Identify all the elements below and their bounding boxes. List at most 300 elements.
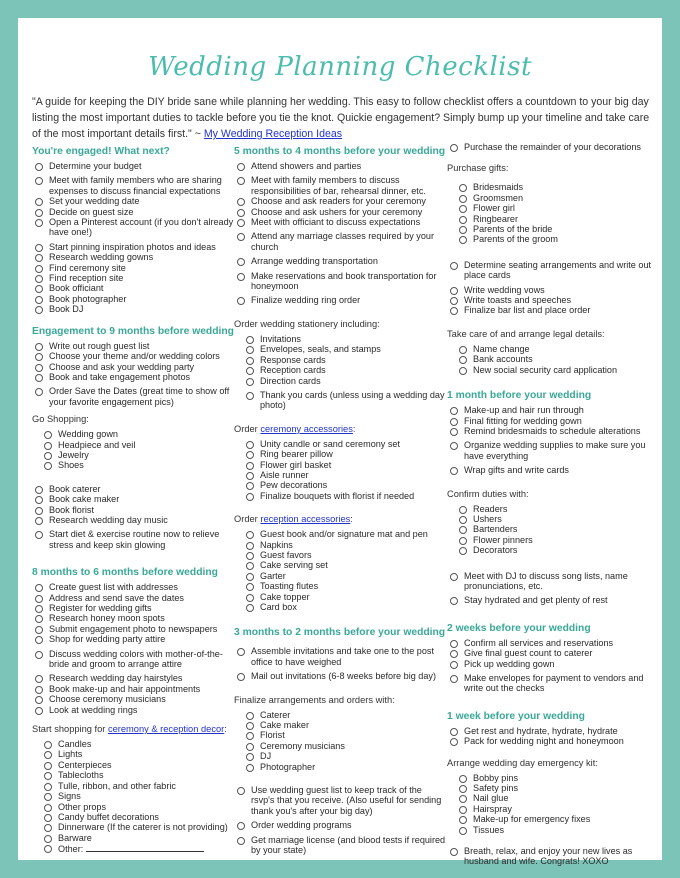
checklist-item-label: Start diet & exercise routine now to relieve stress and keep skin glowing: [49, 529, 220, 550]
checklist-item[interactable]: [32, 593, 237, 603]
checklist-item-label: Aisle runner: [260, 469, 309, 480]
checklist-item[interactable]: [32, 694, 237, 704]
checkbox-circle-icon[interactable]: [237, 233, 245, 241]
checklist-item[interactable]: [447, 365, 659, 375]
checkbox-circle-icon[interactable]: [450, 428, 458, 436]
decor-link[interactable]: ceremony & reception decor: [107, 724, 225, 735]
checkbox-circle-icon[interactable]: [450, 262, 458, 270]
checklist-item[interactable]: [447, 203, 659, 213]
checkbox-circle-icon[interactable]: [237, 297, 245, 305]
checklist-item[interactable]: [447, 224, 659, 234]
checklist-item[interactable]: [32, 217, 237, 238]
checklist-item[interactable]: [447, 295, 659, 305]
checkbox-circle-icon[interactable]: [246, 712, 254, 720]
checklist-item-label: Get marriage license (and blood tests if required by your state): [251, 834, 446, 856]
checklist-item[interactable]: [447, 804, 659, 814]
checkbox-circle-icon[interactable]: [44, 835, 52, 843]
checkbox-circle-icon[interactable]: [246, 493, 254, 501]
checklist-item[interactable]: [32, 649, 237, 670]
checkbox-circle-icon[interactable]: [450, 848, 458, 856]
checkbox-circle-icon[interactable]: [450, 573, 458, 581]
checklist-item[interactable]: [234, 560, 446, 570]
checkbox-circle-icon[interactable]: [35, 686, 43, 694]
checklist-item[interactable]: [32, 624, 237, 634]
checklist-item-label: Signs: [58, 791, 81, 802]
checklist-item[interactable]: [32, 196, 237, 206]
checklist-item[interactable]: [447, 793, 659, 803]
checklist-item[interactable]: [32, 362, 237, 372]
checklist-item[interactable]: [234, 449, 446, 459]
checkbox-circle-icon[interactable]: [35, 254, 43, 262]
checklist-item[interactable]: [447, 773, 659, 783]
checklist-item-label: Choose your theme and/or wedding colors: [49, 351, 220, 362]
checkbox-circle-icon[interactable]: [35, 696, 43, 704]
checklist-item[interactable]: [447, 465, 659, 475]
checklist-item[interactable]: [32, 351, 237, 361]
checkbox-circle-icon[interactable]: [35, 198, 43, 206]
checklist-item[interactable]: [234, 161, 446, 171]
checkbox-circle-icon[interactable]: [246, 336, 254, 344]
checkbox-circle-icon[interactable]: [44, 824, 52, 832]
checkbox-circle-icon[interactable]: [237, 177, 245, 185]
checklist-item[interactable]: [447, 648, 659, 658]
checkbox-circle-icon[interactable]: [35, 374, 43, 382]
checklist-item-label: Bridesmaids: [473, 182, 524, 193]
checklist-item[interactable]: [234, 720, 446, 730]
checklist-item[interactable]: [447, 659, 659, 669]
checkbox-circle-icon[interactable]: [450, 675, 458, 683]
checklist-item-label: Choose ceremony musicians: [49, 694, 166, 705]
checkbox-circle-icon[interactable]: [459, 827, 467, 835]
checklist-item[interactable]: [234, 470, 446, 480]
checklist-item[interactable]: [234, 529, 446, 539]
checklist-item[interactable]: [32, 207, 237, 217]
checkbox-circle-icon[interactable]: [450, 442, 458, 450]
reception-link[interactable]: reception accessories: [260, 514, 351, 525]
checklist-item[interactable]: [234, 710, 446, 720]
checklist-item[interactable]: [447, 344, 659, 354]
checkbox-circle-icon[interactable]: [246, 451, 254, 459]
checklist-item-label: Write wedding vows: [464, 284, 545, 295]
checklist-item[interactable]: [447, 514, 659, 524]
checkbox-circle-icon[interactable]: [459, 806, 467, 814]
checklist-item[interactable]: [447, 571, 659, 592]
checkbox-circle-icon[interactable]: [35, 517, 43, 525]
checklist-item[interactable]: [447, 416, 659, 426]
checklist-item[interactable]: [32, 673, 237, 683]
checkbox-circle-icon[interactable]: [246, 604, 254, 612]
checkbox-circle-icon[interactable]: [44, 751, 52, 759]
intro-link[interactable]: My Wedding Reception Ideas: [203, 128, 343, 140]
checkbox-circle-icon[interactable]: [246, 732, 254, 740]
checklist-item-label: Start pinning inspiration photos and ideas: [49, 241, 216, 252]
checkbox-circle-icon[interactable]: [459, 526, 467, 534]
checkbox-circle-icon[interactable]: [450, 661, 458, 669]
checklist-item[interactable]: [32, 791, 237, 801]
checkbox-circle-icon[interactable]: [459, 184, 467, 192]
checkbox-circle-icon[interactable]: [459, 356, 467, 364]
checkbox-circle-icon[interactable]: [44, 804, 52, 812]
checkbox-circle-icon[interactable]: [35, 626, 43, 634]
checklist-item[interactable]: [234, 581, 446, 591]
write-in-line[interactable]: [86, 843, 204, 852]
checkbox-circle-icon[interactable]: [246, 743, 254, 751]
checkbox-circle-icon[interactable]: [246, 367, 254, 375]
checklist-item-label: Address and send save the dates: [49, 592, 184, 603]
checkbox-circle-icon[interactable]: [44, 793, 52, 801]
checklist-item[interactable]: [447, 354, 659, 364]
checklist-item[interactable]: [234, 271, 446, 292]
checklist-item[interactable]: [32, 582, 237, 592]
checkbox-circle-icon[interactable]: [246, 441, 254, 449]
checklist-item[interactable]: [32, 515, 237, 525]
checklist: [32, 484, 237, 550]
checklist-item-label: Envelopes, seals, and stamps: [260, 344, 381, 355]
checklist-item[interactable]: [234, 835, 446, 856]
checkbox-circle-icon[interactable]: [459, 795, 467, 803]
checklist-item-label: Flower girl basket: [260, 459, 332, 470]
checklist-item[interactable]: [447, 260, 659, 281]
checklist-item[interactable]: [447, 285, 659, 295]
checklist-item[interactable]: [234, 550, 446, 560]
section-title: 1 month before your wedding: [447, 390, 592, 402]
checklist-item[interactable]: [447, 783, 659, 793]
checklist-item[interactable]: [234, 217, 446, 227]
checklist-item[interactable]: [32, 802, 237, 812]
checkbox-circle-icon[interactable]: [246, 552, 254, 560]
checkbox-circle-icon[interactable]: [450, 467, 458, 475]
checkbox-circle-icon[interactable]: [35, 163, 43, 171]
checklist-item[interactable]: [32, 440, 237, 450]
checklist: [447, 504, 659, 556]
checklist-item[interactable]: [32, 684, 237, 694]
checklist-item[interactable]: [447, 182, 659, 192]
checkbox-circle-icon[interactable]: [459, 506, 467, 514]
checkbox-circle-icon[interactable]: [237, 822, 245, 830]
checklist-item[interactable]: Breath, relax, and enjoy your new lives as husband and wife. Congrats! XOXO: [447, 846, 659, 867]
checkbox-circle-icon[interactable]: [35, 275, 43, 283]
checklist-item[interactable]: [234, 439, 446, 449]
checkbox-circle-icon[interactable]: [459, 816, 467, 824]
checklist-item[interactable]: [447, 305, 659, 315]
checkbox-circle-icon[interactable]: [44, 741, 52, 749]
checklist-item[interactable]: [234, 741, 446, 751]
checklist-item-label: Safety pins: [473, 783, 518, 794]
checkbox-circle-icon[interactable]: [237, 273, 245, 281]
checkbox-circle-icon[interactable]: [237, 258, 245, 266]
checklist-item[interactable]: [32, 529, 237, 550]
checklist-item[interactable]: [234, 571, 446, 581]
checklist-item-label: Nail glue: [473, 793, 509, 804]
checklist-item[interactable]: [32, 304, 237, 314]
checklist-item[interactable]: [234, 671, 446, 681]
checklist-item[interactable]: [32, 739, 237, 749]
checklist-item[interactable]: [32, 386, 237, 407]
checkbox-circle-icon[interactable]: [35, 636, 43, 644]
checkbox-circle-icon[interactable]: [35, 486, 43, 494]
checkbox-circle-icon[interactable]: [35, 244, 43, 252]
checkbox-circle-icon[interactable]: [237, 787, 245, 795]
checklist-item[interactable]: [234, 390, 446, 411]
checklist-item[interactable]: [32, 749, 237, 759]
checkbox-circle-icon[interactable]: [450, 738, 458, 746]
checklist-item[interactable]: [447, 595, 659, 605]
checklist-item[interactable]: [447, 638, 659, 648]
checklist-item[interactable]: [32, 341, 237, 351]
checklist-item-label: Ringbearer: [473, 213, 518, 224]
checkbox-circle-icon[interactable]: [246, 346, 254, 354]
checkbox-circle-icon[interactable]: [35, 388, 43, 396]
checkbox-circle-icon[interactable]: [459, 195, 467, 203]
checkbox-circle-icon[interactable]: [237, 648, 245, 656]
checkbox-circle-icon[interactable]: [246, 753, 254, 761]
checkbox-circle-icon[interactable]: [450, 640, 458, 648]
checkbox-circle-icon[interactable]: [44, 783, 52, 791]
checklist-item[interactable]: [234, 376, 446, 386]
checkbox-circle-icon[interactable]: [246, 583, 254, 591]
checkbox-circle-icon[interactable]: [35, 353, 43, 361]
checklist-item[interactable]: [447, 726, 659, 736]
checkbox-circle-icon[interactable]: [459, 205, 467, 213]
checklist-item-label: Give final guest count to caterer: [464, 648, 593, 659]
checklist-item[interactable]: [447, 673, 659, 694]
checklist: [234, 646, 446, 681]
checklist-item-label: Bank accounts: [473, 354, 533, 365]
checkbox-circle-icon[interactable]: [44, 814, 52, 822]
checklist-item[interactable]: [234, 334, 446, 344]
checklist-item-label: Pick up wedding gown: [464, 658, 555, 669]
checklist-item[interactable]: [447, 405, 659, 415]
checklist-item[interactable]: [32, 273, 237, 283]
checklist-item[interactable]: [447, 234, 659, 244]
checklist-item[interactable]: [234, 256, 446, 266]
checklist-item[interactable]: [32, 634, 237, 644]
checkbox-circle-icon[interactable]: [35, 265, 43, 273]
checklist-item-label: Pew decorations: [260, 480, 328, 491]
checklist-item[interactable]: [32, 283, 237, 293]
checkbox-circle-icon[interactable]: [246, 357, 254, 365]
checklist-item[interactable]: [234, 344, 446, 354]
checkbox-circle-icon[interactable]: [44, 452, 52, 460]
checkbox-circle-icon[interactable]: [450, 597, 458, 605]
checklist-item-label: Unity candle or sand ceremony set: [260, 438, 401, 449]
checklist-item[interactable]: [234, 602, 446, 612]
checklist-item[interactable]: [447, 535, 659, 545]
checklist-item[interactable]: [234, 762, 446, 772]
checklist: [234, 710, 446, 772]
checklist-item[interactable]: [447, 426, 659, 436]
checkbox-circle-icon[interactable]: [459, 346, 467, 354]
checklist-item[interactable]: [234, 207, 446, 217]
checklist-item[interactable]: [32, 494, 237, 504]
checkbox-circle-icon[interactable]: [246, 764, 254, 772]
checkbox-circle-icon[interactable]: [246, 482, 254, 490]
checkbox-circle-icon[interactable]: [450, 297, 458, 305]
checklist-item[interactable]: [234, 592, 446, 602]
checklist-item[interactable]: [234, 365, 446, 375]
checkbox-circle-icon[interactable]: [237, 219, 245, 227]
checkbox-circle-icon[interactable]: [35, 343, 43, 351]
checklist-item[interactable]: [32, 450, 237, 460]
checklist: [234, 785, 446, 855]
checkbox-circle-icon[interactable]: [450, 307, 458, 315]
checkbox-circle-icon[interactable]: [450, 650, 458, 658]
checklist-item[interactable]: [447, 440, 659, 461]
checklist-item[interactable]: [32, 505, 237, 515]
checklist-item[interactable]: [234, 491, 446, 501]
checkbox-circle-icon[interactable]: [246, 472, 254, 480]
checklist-item[interactable]: [32, 812, 237, 822]
checklist-item-label: Write toasts and speeches: [464, 295, 571, 306]
checkbox-circle-icon[interactable]: [35, 219, 43, 227]
checkbox-circle-icon[interactable]: [459, 236, 467, 244]
checkbox-circle-icon[interactable]: [459, 537, 467, 545]
checkbox-circle-icon[interactable]: [459, 226, 467, 234]
checklist-item[interactable]: [234, 295, 446, 305]
checklist-item[interactable]: [447, 504, 659, 514]
checkbox-circle-icon[interactable]: [450, 418, 458, 426]
checklist-item[interactable]: [234, 355, 446, 365]
checklist-item[interactable]: [32, 294, 237, 304]
checklist-item[interactable]: [32, 770, 237, 780]
checklist-item[interactable]: [32, 603, 237, 613]
checklist-item[interactable]: [32, 484, 237, 494]
checklist-item-label: Invitations: [260, 333, 301, 344]
checkbox-circle-icon[interactable]: [35, 615, 43, 623]
checkbox-circle-icon[interactable]: [459, 516, 467, 524]
checkbox-circle-icon[interactable]: [35, 496, 43, 504]
checklist-item[interactable]: [234, 751, 446, 761]
checklist-item[interactable]: [32, 822, 237, 832]
checklist-item[interactable]: [234, 540, 446, 550]
checklist-item[interactable]: Purchase the remainder of your decorations: [447, 142, 659, 152]
checkbox-circle-icon[interactable]: [459, 785, 467, 793]
checkbox-circle-icon[interactable]: [450, 728, 458, 736]
checkbox-circle-icon[interactable]: [246, 722, 254, 730]
checkbox-circle-icon[interactable]: [44, 845, 52, 853]
checklist-item[interactable]: [234, 730, 446, 740]
checklist-item-label: Order wedding programs: [251, 820, 352, 831]
checkbox-circle-icon[interactable]: [246, 542, 254, 550]
checklist-item[interactable]: [447, 193, 659, 203]
checkbox-circle-icon[interactable]: [35, 595, 43, 603]
checkbox-circle-icon[interactable]: [459, 367, 467, 375]
section-note: Purchase gifts:: [447, 163, 509, 174]
checkbox-circle-icon[interactable]: [246, 562, 254, 570]
checklist-item[interactable]: [447, 825, 659, 835]
checklist-item[interactable]: [234, 175, 446, 196]
checkbox-circle-icon[interactable]: [35, 707, 43, 715]
checklist-item[interactable]: [234, 460, 446, 470]
checkbox-circle-icon[interactable]: [44, 462, 52, 470]
checklist-item[interactable]: [447, 524, 659, 534]
checklist-item[interactable]: [234, 480, 446, 490]
checklist-item[interactable]: [234, 231, 446, 252]
checklist-item[interactable]: [32, 781, 237, 791]
checkbox-circle-icon[interactable]: [246, 378, 254, 386]
checkbox-circle-icon[interactable]: [237, 673, 245, 681]
checkbox-circle-icon[interactable]: [450, 144, 458, 152]
section-title: 8 months to 6 months before wedding: [32, 567, 218, 579]
checklist-item[interactable]: [32, 833, 237, 843]
checklist-item[interactable]: [234, 646, 446, 667]
checklist-item[interactable]: [234, 196, 446, 206]
checkbox-circle-icon[interactable]: [35, 285, 43, 293]
checkbox-circle-icon[interactable]: [44, 772, 52, 780]
checklist-item-label: Research wedding gowns: [49, 252, 154, 263]
checklist-item[interactable]: [32, 613, 237, 623]
checkbox-circle-icon[interactable]: [35, 209, 43, 217]
checkbox-circle-icon[interactable]: [35, 177, 43, 185]
ceremony-link[interactable]: ceremony accessories: [260, 423, 353, 434]
checklist-item[interactable]: [32, 252, 237, 262]
checklist-item[interactable]: [32, 460, 237, 470]
checklist-item[interactable]: [447, 545, 659, 555]
checklist-item[interactable]: [32, 263, 237, 273]
checkbox-circle-icon[interactable]: [459, 547, 467, 555]
checklist-item[interactable]: [32, 175, 237, 196]
checklist-item[interactable]: [234, 785, 446, 816]
checklist-item[interactable]: [234, 820, 446, 830]
checkbox-circle-icon[interactable]: [35, 605, 43, 613]
checkbox-circle-icon[interactable]: [35, 651, 43, 659]
checkbox-circle-icon[interactable]: [450, 407, 458, 415]
checkbox-circle-icon[interactable]: [35, 507, 43, 515]
section-note: Arrange wedding day emergency kit:: [447, 757, 598, 768]
checkbox-circle-icon[interactable]: [237, 163, 245, 171]
checkbox-circle-icon[interactable]: [246, 392, 254, 400]
checkbox-circle-icon[interactable]: [35, 675, 43, 683]
checkbox-circle-icon[interactable]: [35, 364, 43, 372]
checkbox-circle-icon[interactable]: [459, 216, 467, 224]
section-title: 1 week before your wedding: [447, 710, 585, 722]
checkbox-circle-icon[interactable]: [44, 442, 52, 450]
checkbox-circle-icon[interactable]: [246, 531, 254, 539]
checkbox-circle-icon[interactable]: [35, 306, 43, 314]
checklist-item-label: Open a Pinterest account (if you don't already have one!): [49, 217, 234, 238]
checklist-item[interactable]: [447, 736, 659, 746]
checklist-item[interactable]: [32, 429, 237, 439]
checklist-item-label: Stay hydrated and get plenty of rest: [464, 595, 608, 606]
checklist-item-label: Find reception site: [49, 273, 124, 284]
checkbox-circle-icon[interactable]: [35, 531, 43, 539]
checklist-item[interactable]: [32, 843, 237, 854]
checklist-item-label: Barware: [58, 832, 92, 843]
checkbox-circle-icon[interactable]: [459, 775, 467, 783]
checklist-item-label: Book caterer: [49, 483, 101, 494]
checkbox-circle-icon[interactable]: [246, 594, 254, 602]
checklist-item[interactable]: [32, 242, 237, 252]
checklist-item-label: Look at wedding rings: [49, 704, 138, 715]
checkbox-circle-icon[interactable]: [450, 287, 458, 295]
checklist-item[interactable]: [447, 214, 659, 224]
checklist-item[interactable]: [32, 760, 237, 770]
checklist-item[interactable]: [32, 161, 237, 171]
checkbox-circle-icon[interactable]: [35, 584, 43, 592]
checklist-item[interactable]: [447, 814, 659, 824]
checklist-item[interactable]: [32, 705, 237, 715]
section-note: Order ceremony accessories:: [234, 423, 356, 434]
checkbox-circle-icon[interactable]: [237, 209, 245, 217]
checkbox-circle-icon[interactable]: [237, 198, 245, 206]
checkbox-circle-icon[interactable]: [44, 762, 52, 770]
checklist-item[interactable]: [32, 372, 237, 382]
checkbox-circle-icon[interactable]: [35, 296, 43, 304]
checkbox-circle-icon[interactable]: [246, 573, 254, 581]
checkbox-circle-icon[interactable]: [44, 431, 52, 439]
checkbox-circle-icon[interactable]: [237, 837, 245, 845]
checkbox-circle-icon[interactable]: [246, 462, 254, 470]
